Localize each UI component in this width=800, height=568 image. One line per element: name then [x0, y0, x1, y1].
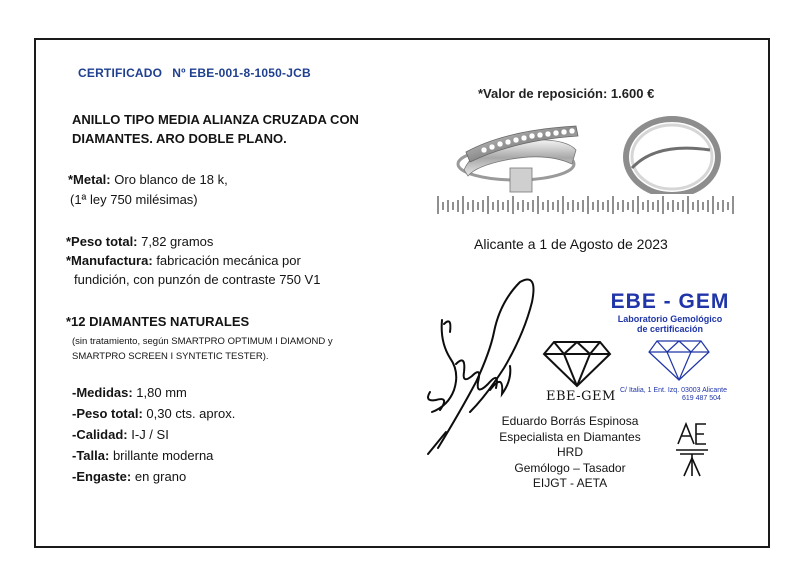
appraiser-title-2: Gemólogo – Tasador: [514, 460, 626, 475]
ebegem-logo-label: EBE-GEM: [546, 389, 616, 404]
spec-row-weight: [72, 406, 235, 421]
manufacture-label: *Manufactura:: [66, 253, 153, 268]
spec-value: en grano: [134, 469, 187, 484]
place-date: Alicante a 1 de Agosto de 2023: [474, 236, 668, 252]
spec-row-quality: [72, 427, 169, 442]
spec-value: brillante moderna: [112, 448, 214, 463]
description-line-1: ANILLO TIPO MEDIA ALIANZA CRUZADA CON: [72, 112, 359, 127]
spec-value: 1,80 mm: [136, 385, 187, 400]
spec-label: -Calidad:: [72, 427, 128, 442]
stamp-subtitle-line-2: de certificación: [636, 324, 704, 334]
weight-label: *Peso total:: [66, 234, 138, 249]
stamp-subtitle: [600, 314, 740, 334]
stamp-phone: 619 487 504: [682, 395, 721, 402]
description-line-2: DIAMANTES. ARO DOBLE PLANO.: [72, 131, 287, 146]
spec-row-setting: [72, 469, 186, 484]
metal-value: Oro blanco de 18 k,: [114, 172, 228, 187]
certificate-id: [78, 66, 311, 80]
weight-value: 7,82 gramos: [141, 234, 214, 249]
spec-label: -Peso total:: [72, 406, 143, 421]
weight-row: [66, 234, 213, 249]
metal-row: [68, 172, 228, 187]
appraiser-block: [490, 414, 650, 492]
appraiser-title-1: Especialista en Diamantes HRD: [499, 429, 641, 460]
diamonds-note-line-1: (sin tratamiento, según SMARTPRO OPTIMUM I DIAMOND y: [72, 336, 333, 347]
metal-detail: (1ª ley 750 milésimas): [70, 192, 198, 207]
certificate-label: CERTIFICADO: [78, 66, 163, 80]
spec-row-cut: [72, 448, 213, 463]
stamp-address: C/ Italia, 1 Ent. Izq. 03003 Alicante: [620, 387, 728, 394]
spec-label: -Engaste:: [72, 469, 132, 484]
appraiser-name: Eduardo Borrás Espinosa: [501, 414, 639, 428]
metal-label: *Metal:: [68, 172, 111, 187]
ring-photo: [436, 112, 736, 194]
stamp-title: EBE - GEM: [610, 290, 730, 313]
diamonds-note-line-2: SMARTPRO SCREEN I SYNTETIC TESTER).: [72, 351, 269, 362]
spec-label: -Talla:: [72, 448, 110, 463]
spec-label: -Medidas:: [72, 385, 133, 400]
stamp-diamond-icon: [647, 338, 711, 382]
manufacture-value: fabricación mecánica por: [156, 253, 301, 268]
manufacture-detail: fundición, con punzón de contraste 750 V1: [74, 272, 321, 287]
spec-row-measure: [72, 385, 187, 400]
appraiser-affiliation: EIJGT - AETA: [532, 476, 608, 491]
diamonds-heading: *12 DIAMANTES NATURALES: [66, 314, 250, 329]
replacement-value: *Valor de reposición: 1.600 €: [478, 86, 655, 101]
diamond-logo-icon: [542, 338, 612, 388]
spec-value: I-J / SI: [131, 427, 169, 442]
manufacture-row: [66, 253, 301, 268]
aeta-monogram-icon: [674, 422, 710, 478]
measurement-ruler: [436, 192, 736, 218]
spec-value: 0,30 cts. aprox.: [146, 406, 236, 421]
stamp-subtitle-line-1: Laboratorio Gemológico: [617, 314, 723, 324]
certificate-number: Nº EBE-001-8-1050-JCB: [172, 66, 311, 80]
